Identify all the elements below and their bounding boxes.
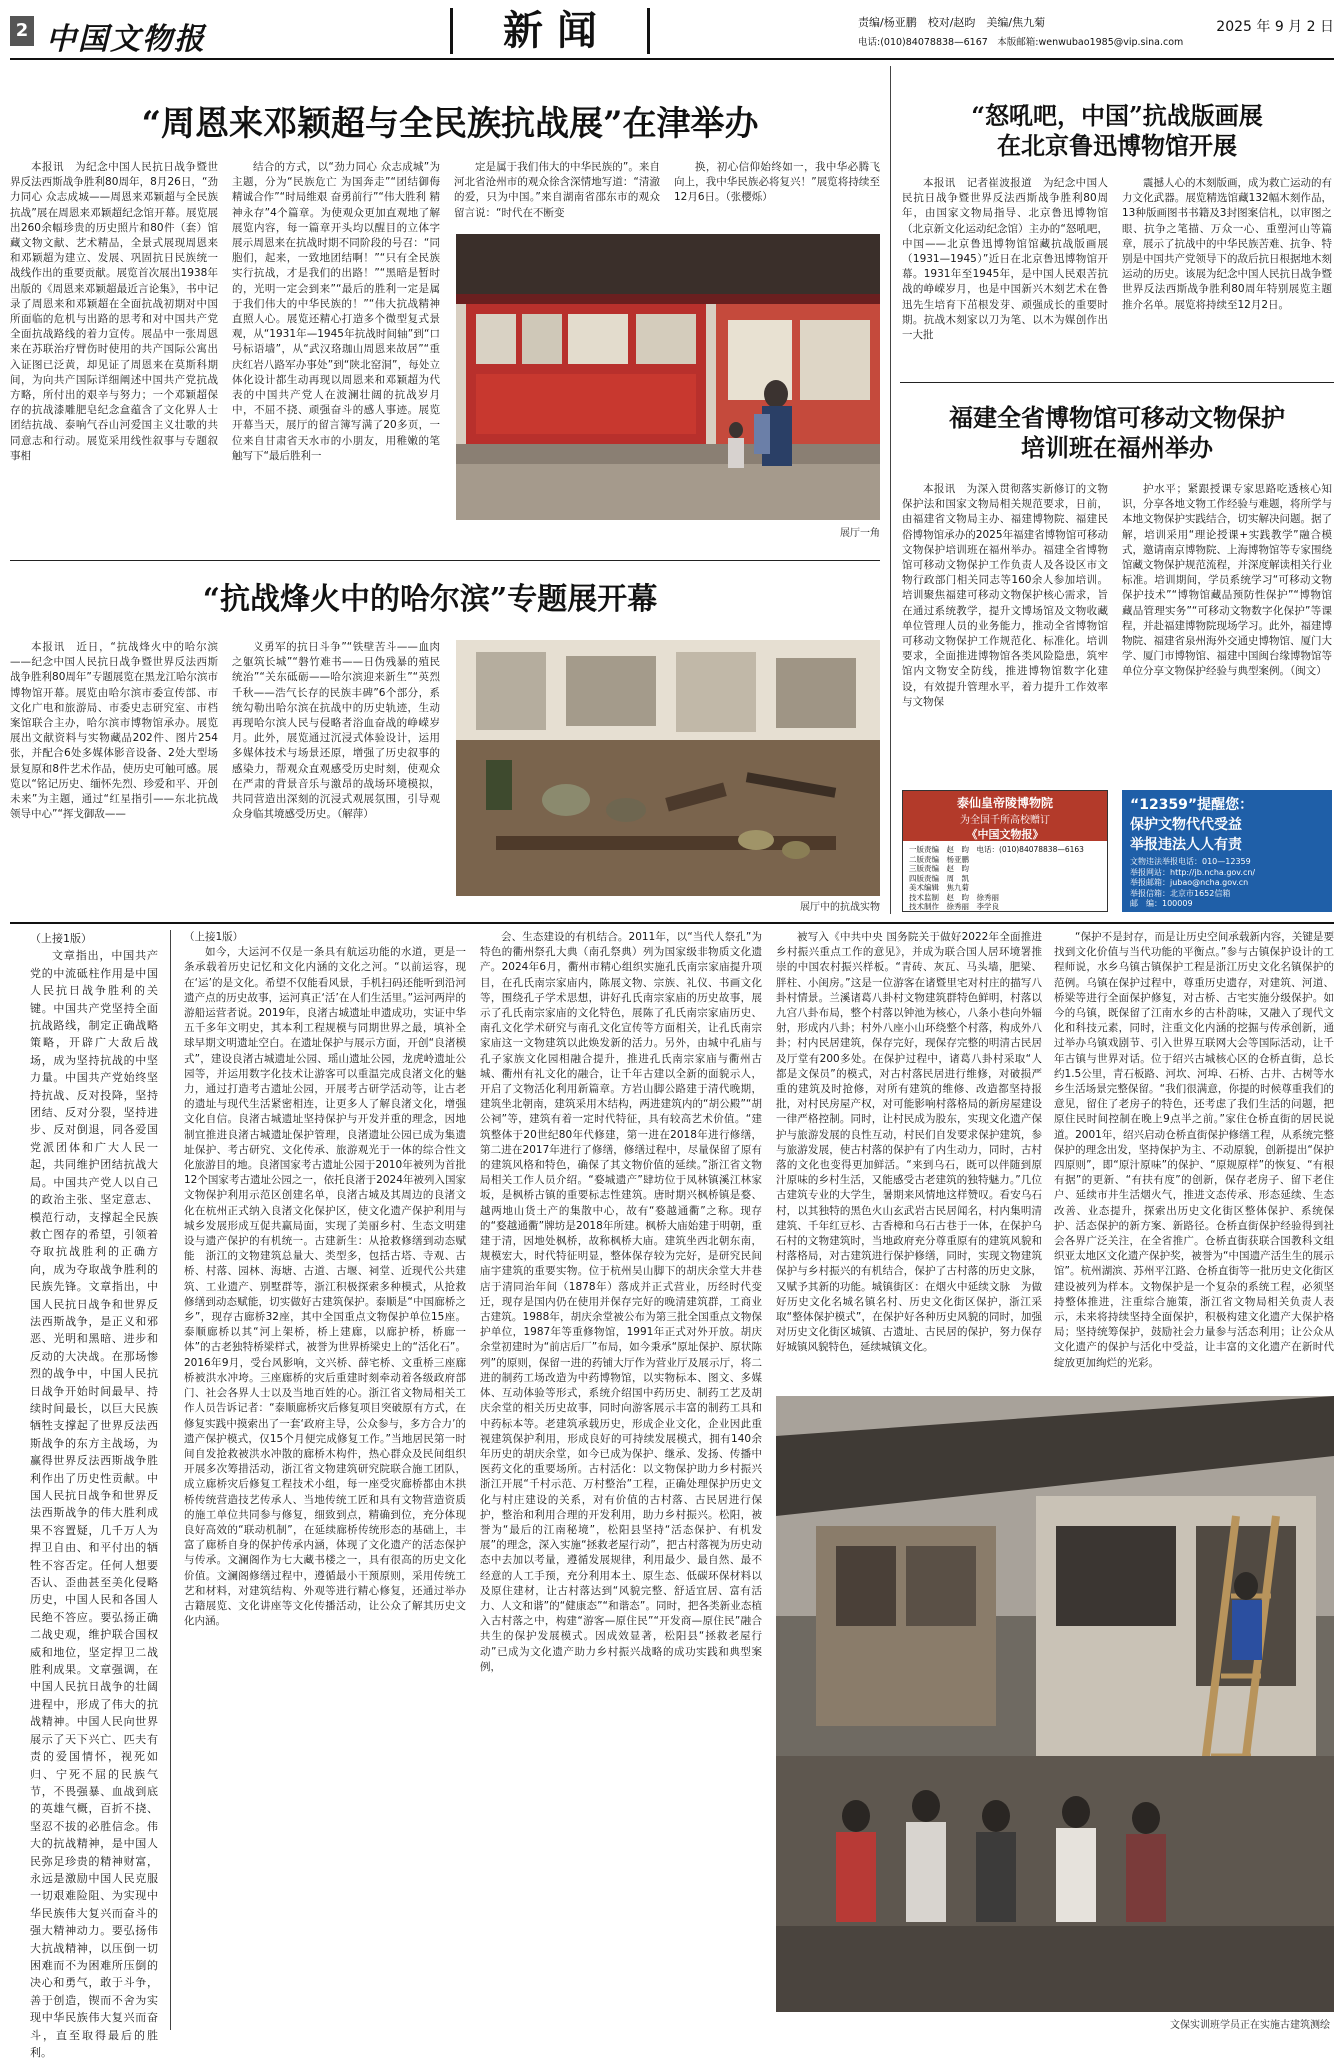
article3-title-line2: 在北京鲁迅博物馆开展 xyxy=(997,131,1237,160)
hotline-detail: 文物违法举报电话：010—12359 xyxy=(1130,857,1251,866)
article1-col2 xyxy=(232,160,440,540)
hotline-line1: “12359”提醒您： xyxy=(1130,797,1254,813)
article1-col4-text: 换，初心信仰始终如一，我中华必腾飞向上，我中华民族必将复兴！”展览将持续至12月6日。（张樱烁） xyxy=(674,161,880,204)
continued-tag1: （上接1版） xyxy=(30,932,92,945)
article2-col1 xyxy=(10,640,218,890)
continued-col3-text: 会、生态建设的有机结合。2011年，以“当代人祭孔”为特色的衢州祭孔大典（南孔祭典）列为国家级非物质文化遗产。2024年6月，衢州市精心组织实施孔氏南宗家庙提升项目，在孔氏南宗家庙内，陈展文物、宗族、礼仪、书画文化等，围绕孔子学术思想，讲好孔氏南宗家庙的历史故事，展示了孔氏南宗家庙的文化特色，展陈了孔氏南宗家庙历史、南孔文化学术研究与南孔文化宣传等方面相关，让孔氏南宗家庙这一文物建筑以此焕发新的活力。另外，由城中孔庙与孔子家族文化园相融合提升，推进孔氏南宗家庙与衢州古城、衢州有礼文化的融合，让千年古建以全新的面貌示人，开启了文物活化利用新篇章。方岩山脚公路建于清代晚期，建筑坐北朝南，建筑采用木结构，两进建筑内的“胡公殿”“胡公祠”等，建筑有着一定时代特征，具有较高艺术价值。“建筑整体于20世纪80年代修建，第一进在2018年进行修缮，第二进在2017年进行了修缮，修缮过程中，尽量保留了原有的建筑风格和特色，确保了其文物价值的延续。”浙江省文物局相关工作人员介绍。“婺城遗产”肆坊位于凤林镇溪江林家坂，是枫桥古镇的重要标志性建筑。唐时期兴枫桥镇是婺、越两地山货土产的集散中心，故有“婺越通衢”之称。现存的“婺越通衢”牌坊是2018年所建。枫桥大庙始建于明朝，重建于清，因地处枫桥，故称枫桥大庙。建筑坐西北朝东南，规模宏大，时代特征明显，整体保存较为完好，是研究民间庙宇建筑的重要实物。位于杭州吴山脚下的胡庆余堂大井巷店于清同治年间（1878年）落成并正式营业，历经时代变迁，现存是国内仍在使用并保存完好的晚清建筑群，工商业古建筑。1988年，胡庆余堂被公布为第三批全国重点文物保护单位，1987年等重修物馆，1991年正式对外开放。胡庆余堂初建时为“前店后厂”布局，如今秉承“原址保护、原状陈列”的原则，保留一进的药铺大厅作为营业厅及展示厅，将二进的制药工场改造为中药博物馆，以实物标本、图文、多媒体、互动体验等形式，系统介绍国中药历史、制药工艺及胡庆余堂的相关历史故事，同时向游客展示丰富的制药工具和中药标本等。老建筑承载历史，形成企业文化，企业因此重视建筑保护利用，形成良好的可持续发展模式，拥有140余年历史的胡庆余堂，如今已成为保护、继承、发扬、传播中医药文化的重要场所。古村活化：以文物保护助力乡村振兴 浙江开展“千村示范、万村整治”工程，正确处理保护历史文化与村庄建设的关系，对有价值的古村落、古民居进行保护，整治和利用合理的开发利用，助力乡村振兴。松阳，被誉为“最后的江南秘境”，松阳县坚持“活态保护、有机发展”的理念，深入实施“拯救老屋行动”，把古村落视为历史动态中去加以考量，遵循发展规律，利用最少、最自然、最不经意的人工手预，充分利用本土、原生态、低碳环保材料以及原住建材，让古村落达到“风貌完整、舒适宜居、富有活力、人文和谐”的“健康态”“和谐态”。同时，把各类新业态植入古村落之中，构建“游客—原住民”“开发商—原住民”融合共生的保护发展模式。因成效显著，松阳县“拯救老屋行动”已成为文化遗产助力乡村振兴战略的成功实践和典型案例， xyxy=(480,931,773,1673)
article4-top-rule xyxy=(900,382,1334,383)
continued-col2 xyxy=(184,930,466,2030)
staff-line: 二版责编 杨亚鹏 xyxy=(909,854,969,864)
article4-col2 xyxy=(1122,482,1332,778)
hotline-line3: 举报违法人人有责 xyxy=(1130,837,1242,853)
continued-col4-text: 被写入《中共中央 国务院关于做好2022年全面推进乡村振兴重点工作的意见》，并成为联合国人居环境署推崇的中国农村振兴样板。“青砖、灰瓦、马头墙，肥梁、胖柱、小闺房。”这是一位游客在诸暨里宅对村庄的描写八卦村情景。兰溪诸葛八卦村文物建筑群特色鲜明，村落以九宫八卦布局，整个村落以钟池为核心，八条小巷向外辐射，形成内八卦；村外八座小山环绕整个村落，构成外八卦；村内民居建筑，保存完好，现保存完整的明清古民居及厅堂有200多处。在保护过程中，诸葛八卦村采取“人都是文保员”的模式，对古村落民居进行维修，对破损严重的建筑及时抢修，对所有建筑的维修、改造都坚持报批，对村民房屋产权，对可能影响村落格局的新房屋建设一律严格控制。同时，让村民成为股东，实现文化遗产保护与旅游发展的良性互动，村民们自发要求保护建筑，参与旅游发展，使古村落的保护有了内生动力，同时，古村落的文化也变得更加鲜活。“来到乌石，既可以伴随到原汁原味的乡村生活，又能感受古老建筑的独特魅力。”几位古建筑专业的大学生，暑期来风情地这样赞叹。看安乌石村，以其独特的黑色火山玄武岩古民居闻名，村内集明清建筑、千年红豆杉、古香樟和乌石古巷于一体，在保护乌石村的文物建筑时，当地政府充分尊重原有的建筑风貌和村落格局，对古建筑进行保护修缮，同时，实现文物建筑保护与乡村振兴的有机结合，保护了古村落的历史文脉，又赋予其新的功能。城镇街区：在烟火中延续文脉 为做好历史文化名城名镇名村、历史文化街区保护，浙江采取“整体保护模式”，在保护好各种历史风貌的同时，加强对历史文化街区城镇、古遗址、古民居的保护，努力保存好城镇风貌特色，延续城镇文化。 xyxy=(776,931,1042,1354)
heritage-survey-photo xyxy=(776,1396,1334,2012)
continued-col4 xyxy=(776,930,1042,1386)
staff-line: 一版责编 赵 昀 电话：(010)84078838—6163 xyxy=(909,845,1084,854)
article1-col1-text: 本报讯 为纪念中国人民抗日战争暨世界反法西斯战争胜利80周年，8月26日，“劲力同心 众志成城——周恩来邓颖超与全民族抗战”展在周恩来邓颖超纪念馆开幕。展览展出260余幅珍贵的历史照片和80件（套）馆藏文物文献、艺术精品，全景式展现周恩来和邓颖超为建立、发展、巩固抗日民族统一战线作出的重要贡献。展览首次展出1938年出版的《周恩来邓颖超最近言论集》，书中记录了周恩来和邓颖超在全面抗战初期对中国所面临的危机与出路的思考和对中国共产党全面抗战路线的着力宣传。展品中一张周恩来在苏联治疗臂伤时使用的共产国际公寓出入证图已泛黄，却见证了周恩来在莫斯科期间，为向共产国际详细阐述中国共产党抗战方略，所付出的艰辛与努力；一个邓颖超保存的抗战漆雕肥皂纪念盒蕴含了文化界人士团结抗战、泰响气吞山河爱国主义壮歌的共同意志和行动。展览采用线性叙事与专题叙事相 xyxy=(10,161,218,462)
exhibition-hall-photo xyxy=(456,234,880,520)
article2-top-rule xyxy=(10,560,880,561)
article1-col1 xyxy=(10,160,218,540)
subscription-ad-line2: 为全国千所高校赠订 xyxy=(960,815,1050,826)
issue-date: 2025 年 9 月 2 日 xyxy=(1216,19,1334,35)
war-relics-photo xyxy=(456,640,880,896)
article4-col1-text: 本报讯 为深入贯彻落实新修订的文物保护法和国家文物局相关规范要求，日前，由福建省文物局主办、福建博物院、福建民俗博物馆承办的2025年福建省博物馆可移动文物保护培训班在福州举办。福建全省博物馆可移动文物保护工作负责人及各设区市文物行政部门相关同志等160余人参加培训。培训聚焦福建可移动文物保护核心需求，旨在通过系统教学，提升文博场馆及文物收藏单位管理人员的业务能力，推动全省博物馆可移动文物保护工作规范化、标准化。培训要求，全面推进博物馆各类风险隐患，筑牢馆内文物安全防线，推进博物馆数字化建设，有效提升管理水平，着力提升工作效率与文物保 xyxy=(902,483,1108,708)
staff-line: 美术编辑 焦九菊 xyxy=(909,883,969,892)
continued-col2-text: 如今，大运河不仅是一条具有航运功能的水道，更是一条承载着历史记忆和文化内涵的文化之河。“以前运容，现在‘运’的是文化。希望不仅能看风景，手机扫码还能听到沿河遗产点的历史故事，运河真正‘活’在人们生活里。”运河两岸的游船运营者说。2019年，良渚古城遗址申遗成功，实证中华五千多年文明史，其本利工程规模与同期世界之最，填补全球早期文明遗址空白。在遗址保护与展示方面，开创“良渚模式”，建设良渚古城遗址公园、瑶山遗址公园，龙虎岭遗址公园等，并运用数字化技术让游客可以重温完成良渚文化的魅力，通过打造考古遗址公园，开展考古研学活动等，让古老的遗址与现代生活紧密相连，让更多人了解良渚文化，增强文化自信。良渚古城遗址坚持保护与开发并重的理念，因地制宜推进良渚古城遗址保护管理，良渚遗址公园已成为集遗址保护、考古研究、文化传承、旅游观光于一体的综合性文化旅游目的地。良渚国家考古遗址公园于2010年被列为首批12个国家考古遗址公园之一，依托良渚于2024年被列入国家文物保护利用示范区创建名单，良渚古城及其周边的良渚文化在杭州正式纳入良渚文化保护区，使文化遗产保护利用与城乡发展形成互促共赢局面，实现了美丽乡村、生态文明建设与遗产保护的有机统一。古建新生：从抢救修缮到动态赋能 浙江的文物建筑总量大、类型多，包括古塔、寺观、古桥、村落、园林、海塘、古道、古堰、祠堂、近现代公共建筑、工业遗产、别墅群等，浙江积极探索多种模式，从抢救修缮到动态赋能，切实做好古建筑保护。泰顺是“中国廊桥之乡”，现存古廊桥32座，其中全国重点文物保护单位15座。泰顺廊桥以其“河上架桥，桥上建廊，以廊护桥，桥廊一体”的古老独特桥梁样式，被誉为世界桥梁史上的“活化石”。2016年9月，受台风影响，文兴桥、薛宅桥、文重桥三座廊桥被洪水冲垮。三座廊桥的灾后重建时刻牵动着各级政府部门、社会各界人士以及当地百姓的心。浙江省文物局相关工作人员告诉记者：“泰顺廊桥灾后修复项目突破原有方式，在修复实践中摸索出了一套‘政府主导，公众参与，多方合力’的遗产保护模式，仅15个月便完成修复工作。”当地居民第一时间自发抢救被洪水冲散的廊桥木构件，热心群众及民间组织开展多次筹措活动，浙江省文物建筑研究院联合施工团队，成立廊桥灾后修复工程技术小组，每一座受灾廊桥都由木拱桥传统营造技艺传承人、当地传统工匠和具有文物营造资质的施工单位共同参与修复，细致到点，精确到位，充分体现良好高效的“联动机制”，在延续廊桥传统形态的基础上，丰富了廊桥自身的保护传承内涵，体现了文化遗产的活态保护与传承。文澜阁作为七大藏书楼之一，具有很高的历史文化价值。文澜阁修缮过程中，遵循最小干预原则，采用传统工艺和材料，对建筑结构、外观等进行精心修复，还通过举办古籍展览、文化讲座等文化传播活动，让公众了解其历史文化内涵。 xyxy=(184,946,466,1628)
continued-tag2: （上接1版） xyxy=(184,931,244,943)
article1-title: “周恩来邓颖超与全民族抗战展”在津举办 xyxy=(141,104,759,144)
page-number: 2 xyxy=(15,20,29,41)
hotline-detail: 邮 编：100009 xyxy=(1130,899,1193,908)
article1-col4 xyxy=(674,160,880,218)
article3-col1 xyxy=(902,176,1108,372)
article4-title-line2: 培训班在福州举办 xyxy=(1021,433,1213,462)
hotline-detail: 举报邮箱：jubao@ncha.gov.cn xyxy=(1130,878,1249,887)
article2-photo-caption: 展厅中的抗战实物 xyxy=(800,902,880,913)
article3-col2-text: 震撼人心的木刻版画，成为救亡运动的有力文化武器。展览精选馆藏132幅木刻作品，13种版画图书书籍及3封图案信札，以审图之眼、抗争之笔描、万众一心、重塑河山等篇章，展示了抗战中的中华民族苦难、抗争、特别是中国共产党领导下的敌后抗日根据地木刻运动的历史。该展为纪念中国人民抗日战争暨世界反法西斯战争胜利80周年特别展览主题推介名单。展览将持续至12月2日。 xyxy=(1122,177,1332,311)
article2-title: “抗战烽火中的哈尔滨”专题展开幕 xyxy=(202,582,658,617)
lower-divider xyxy=(170,930,171,2030)
article1-photo-caption: 展厅一角 xyxy=(840,528,880,539)
continued-col1 xyxy=(30,930,158,2059)
article2-col2-text: 义勇军的抗日斗争”“铁壁苦斗——血肉之躯筑长城”“磐竹难书——日伪残暴的殖民统治”“关东砥砺——哈尔滨迎来新生”“英烈千秋——浩气长存的民族丰碑”6个部分，系统勾勒出哈尔滨在抗战中的历史轨迹，生动再现哈尔滨人民与侵略者浴血奋战的峥嵘岁月。此外，展览通过沉浸式体验设计，运用多媒体技术与场景还原，增强了历史叙事的感染力，帮观众直观感受历史时刻，使观众在严肃的背景音乐与激昂的战场环境模拟，共同营造出深刻的沉浸式观展氛围，引导观众身临其境感受历史。（解萍） xyxy=(232,641,440,821)
article1-col3-text: 定是属于我们伟大的中华民族的”。来自河北省沧州市的观众徐含深情地写道：“清澈的爱，只为中国。”来自湖南省邵东市的观众留言说：“时代在不断变 xyxy=(454,161,660,219)
staff-line: 技术监制 赵 昀 徐秀丽 xyxy=(909,892,999,902)
continued-col5 xyxy=(1054,930,1334,1386)
article1-col2-text: 结合的方式，以“劲力同心 众志成城”为主题，分为“民族危亡 为国奔走”“团结御侮 精诚合作”“时局维艰 奋勇前行”“伟大胜利 精神永存”4个篇章。为使观众更加直观地了解展览内容，每一篇章开头均以醒目的立体字展示周恩来在抗战时期不同阶段的号召：“同胞们，起来，一致地团结啊！”“只有全民族实行抗战，才是我们的出路！”“黑暗是暂时的，光明一定会到来”“最后的胜利一定是属于我们伟大的中华民族的！”“伟大抗战精神直照人心。展览还精心打造多个微型复式景观，从“1931年—1945年抗战时间轴”到“口号标语墙”，从“武汉珞珈山周恩来故居”“重庆红岩八路军办事处”到“陕北窑洞”，每处立体化设计都生动再现以周恩来和邓颖超为代表的中国共产党人在波澜壮阔的抗战岁月中，不屈不挠、顽强奋斗的感人事迹。展览开幕当天，展厅的留言簿写满了20多页，一位来自甘肃省天水市的小朋友，用稚嫩的笔触写下“最后胜利一 xyxy=(232,161,440,462)
article3-col2 xyxy=(1122,176,1332,372)
editor-line: 责编/杨亚鹏 校对/赵昀 美编/焦九菊 xyxy=(858,16,1046,29)
lower-half-rule xyxy=(10,922,1334,924)
continued-col3 xyxy=(480,930,773,2030)
article3-title-line1: “怒吼吧，中国”抗战版画展 xyxy=(971,101,1263,130)
article2-col2 xyxy=(232,640,440,890)
hotline-detail: 举报信箱：北京市1652信箱 xyxy=(1130,888,1231,898)
continued-col1-text: 文章指出，中国共产党的中流砥柱作用是中国人民抗日战争胜利的关键。中国共产党坚持全面抗战路线，制定正确战略策略，开辟广大敌后战场，成为坚持抗战的中坚力量。中国共产党始终坚持抗战、反对投降，坚持团结、反对分裂，坚持进步、反对倒退，同各爱国党派团体和广大人民一起，共同维护团结抗战大局。中国共产党人以自己的政治主张、坚定意志、模范行动，支撑起全民族救亡图存的希望，引领着夺取抗战胜利的正确方向，成为夺取战争胜利的民族先锋。文章指出，中国人民抗日战争和世界反法西斯战争，是正义和邪恶、光明和黑暗、进步和反动的大决战。在那场惨烈的战争中，中国人民抗日战争开始时间最早、持续时间最长，以巨大民族牺牲支撑起了世界反法西斯战争的东方主战场，为赢得世界反法西斯战争胜利作出了历史性贡献。中国人民抗日战争和世界反法西斯战争的伟大胜利成果不容置疑，几千万人为捍卫自由、和平付出的牺牲不容否定。任何人想要否认、歪曲甚至美化侵略历史，中国人民和各国人民绝不答应。要弘扬正确二战史观，维护联合国权威和地位，坚定捍卫二战胜利成果。文章强调，在中国人民抗日战争的壮阔进程中，形成了伟大的抗战精神。中国人民向世界展示了天下兴亡、匹夫有责的爱国情怀，视死如归、宁死不屈的民族气节，不畏强暴、血战到底的英雄气概，百折不挠、坚忍不拔的必胜信念。伟大的抗战精神，是中国人民弥足珍贵的精神财富，永远是激励中国人民克服一切艰难险阻、为实现中华民族伟大复兴而奋斗的强大精神动力。要弘扬伟大抗战精神，以压倒一切困难而不为困难所压倒的决心和勇气，敢于斗争，善于创造，锲而不舍为实现中华民族伟大复兴而奋斗，直至取得最后的胜利。 xyxy=(30,949,158,2059)
hotline-line2: 保护文物代代受益 xyxy=(1130,817,1242,833)
continued-col5-text: “保护不是封存，而是让历史空间承载新内容，关键是要找到文化价值与当代功能的平衡点。”参与古镇保护设计的工程师说，水乡乌镇古镇保护工程是浙江历史文化名镇保护的范例。乌镇在保护过程中，尊重历史遗存，对建筑、河道、桥梁等进行全面保护修复，对古桥、古宅实施分级保护。如今的乌镇，既保留了江南水乡的古朴韵味，又融入了现代文化和科技元素，同时，注重文化内涵的挖掘与传承创新，通过举办乌镇戏剧节、引入世界互联网大会等国际活动，让千年古镇与世界对话。位于绍兴古城核心区的仓桥直街，总长约1.5公里，青石板路、河坎、河埠、石桥、古井、古树等水乡生活场景完整保留。“我们很满意，你提的时候尊重我们的意见，留住了老房子的特色，还考虑了我们生活的问题，把原住民时间控制在晚上9点半之前。”家住仓桥直街的居民说道。2001年，绍兴启动仓桥直街保护修缮工程，从系统完整保护的理念出发，坚持保护为主、不动原貌，创新提出“保护四原则”，即“原汁原味”的保护、“原规原样”的恢复、“有根有据”的更新、“有扶有度”的创新，保存老房子、留下老住户、延续市井生活烟火气，推进文态传承、形态延续、生态改善、业态提升，探索出历史文化街区整体保护、系统保护、活态保护的新方案、新路径。仓桥直街保护经验得到社会各界广泛关注，在全省推广。仓桥直街获联合国教科文组织亚太地区文化遗产保护奖，被誉为“中国遗产活生生的展示馆”。杭州湖滨、苏州平江路、仓桥直街等一批历史文化街区建设被列为样本。文物保护是一个复杂的系统工程，必须坚持整体推进，注重综合施策，浙江省文物局相关负责人表示，未来将持续坚持全面保护，积极构建文化遗产大保护格局；坚持统筹保护，鼓励社会力量参与活态利用；让公众从文化遗产的保护与活化中受益，让丰富的文化遗产在新时代绽放更加绚烂的光彩。 xyxy=(1054,931,1334,1369)
masthead-rule xyxy=(10,58,1334,60)
vertical-divider-top xyxy=(890,66,891,914)
subscription-ad-header xyxy=(903,791,1107,841)
subscription-ad-line1: 泰仙皇帝陵博物院 xyxy=(956,796,1053,810)
section-title: 新 闻 xyxy=(450,8,650,54)
hotline-detail: 举报网站：http://jb.ncha.gov.cn/ xyxy=(1130,867,1256,877)
article4-col1 xyxy=(902,482,1108,778)
staff-line: 技术制作 徐秀丽 李学良 xyxy=(909,902,999,911)
staff-line: 三版责编 赵 昀 xyxy=(909,864,969,873)
contact-line: 电话:(010)84078838—6167 本版邮箱:wenwubao1985@vip.sina.com xyxy=(858,37,1184,48)
article4-title-line1: 福建全省博物馆可移动文物保护 xyxy=(949,403,1285,432)
masthead xyxy=(10,8,1334,56)
continued-photo-caption: 文保实训班学员正在实施古建筑测绘 xyxy=(1170,2020,1330,2031)
staff-list xyxy=(909,845,1103,912)
article4-col2-text: 护水平；紧跟授课专家思路吃透核心知识，分享各地文物工作经验与难题，将所学与本地文物保护实践结合，切实解决问题。据了解，培训采用“理论授课+实践教学”融合模式，邀请南京博物院、上海博物馆等专家围绕馆藏文物保护规范流程，并深度解读相关行业标准。培训期间，学员系统学习“可移动文物保护技术”“博物馆藏品预防性保护”“博物馆藏品管理实务”“可移动文物数字化保护”等课程，并赴福建博物院现场学习。此外，福建博物院、福建省泉州海外交通史博物馆、厦门大学、厦门市博物馆、福建中国闽台缘博物馆等单位分享文物保护经验与典型案例。（闽文） xyxy=(1122,483,1332,678)
article2-col1-text: 本报讯 近日，“抗战烽火中的哈尔滨——纪念中国人民抗日战争暨世界反法西斯战争胜利80周年”专题展览在黑龙江哈尔滨市博物馆开幕。展览由哈尔滨市委宣传部、市文化广电和旅游局、市委史志研究室、市档案馆联合主办，哈尔滨市博物馆承办。展览展出文献资料与实物藏品202件、图片254张，并配合6处多媒体影音设备、2处大型场景复原和8件艺术作品，使历史可触可感。展览以“铭记历史、缅怀先烈、珍爱和平、开创未来”为主题，通过“红星指引——东北抗战领导中心”“挥戈御敌—— xyxy=(10,641,218,821)
report-hotline-ad xyxy=(1122,790,1332,912)
staff-line: 四版责编 周 凯 xyxy=(909,873,969,883)
paper-name: 中国文物报 xyxy=(46,22,206,57)
article1-col3 xyxy=(454,160,660,218)
page-number-box xyxy=(10,16,34,46)
subscription-ad xyxy=(902,790,1108,912)
article3-col1-text: 本报讯 记者崔波报道 为纪念中国人民抗日战争暨世界反法西斯战争胜利80周年，由国家文物局指导、北京鲁迅博物馆（北京新文化运动纪念馆）主办的“怒吼吧，中国——北京鲁迅博物馆馆藏抗战版画展（1931—1945）”近日在北京鲁迅博物馆开幕。1931年至1945年，是中国人民艰苦抗战的峥嵘岁月，也是中国新兴木刻艺术在鲁迅先生培育下茁根发芽、顽强成长的重要时期。抗战木刻家以刀为笔、以木为媒创作出一大批 xyxy=(902,177,1108,342)
subscription-ad-line3: 《中国文物报》 xyxy=(966,828,1044,841)
